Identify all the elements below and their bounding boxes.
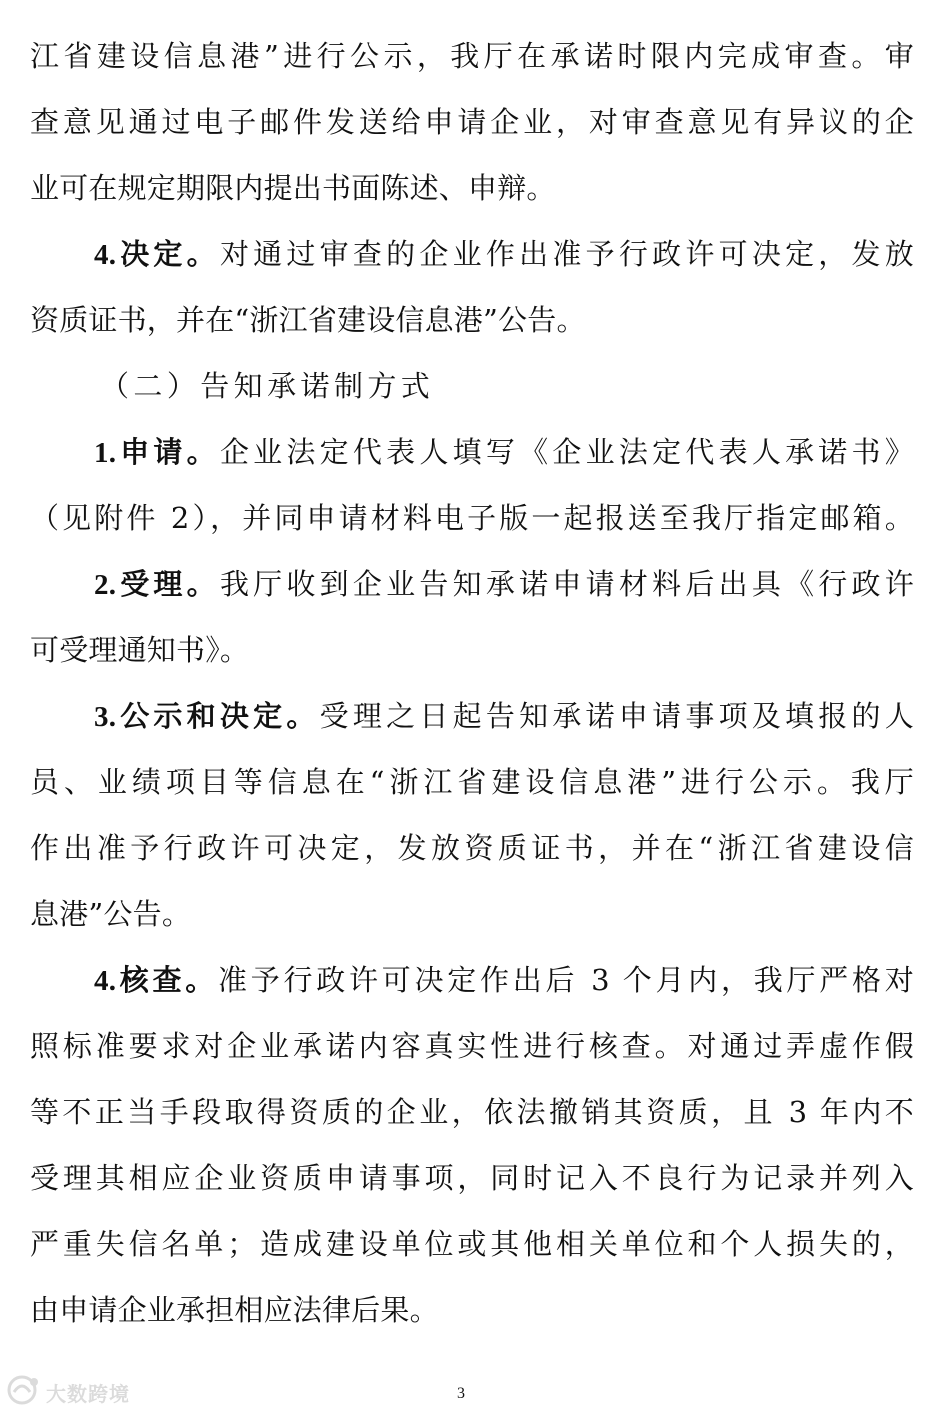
paragraph-line <box>30 815 914 881</box>
paragraph-line <box>30 1079 914 1145</box>
paragraph-line <box>94 419 914 485</box>
line-text: 息港”公告。 <box>30 897 192 931</box>
item-heading: 4.决定。 <box>94 239 220 271</box>
paragraph-line <box>94 221 914 287</box>
item-heading: 4.核查。 <box>94 965 218 997</box>
paragraph-line <box>30 485 914 551</box>
paragraph-line <box>94 947 914 1013</box>
line-text: 企业法定代表人填写《企业法定代表人承诺书》 <box>219 435 914 469</box>
paragraph-line <box>30 1277 914 1343</box>
line-text: 员、业绩项目等信息在“浙江省建设信息港”进行公示。我厅 <box>30 765 914 799</box>
section-heading <box>100 353 430 419</box>
line-text: 资质证书，并在“浙江省建设信息港”公告。 <box>30 303 586 337</box>
paragraph-line <box>30 1013 914 1079</box>
paragraph-line <box>94 551 914 617</box>
paragraph-line <box>30 23 914 89</box>
watermark-logo <box>4 1372 134 1408</box>
line-text: 作出准予行政许可决定，发放资质证书，并在“浙江省建设信 <box>30 831 914 865</box>
paragraph-line <box>30 155 914 221</box>
paragraph-line <box>30 1145 914 1211</box>
paragraph-line <box>30 881 914 947</box>
line-text: 江省建设信息港”进行公示，我厅在承诺时限内完成审查。审 <box>30 39 914 73</box>
page-number: 3 <box>457 1385 465 1402</box>
paragraph-line <box>30 287 914 353</box>
line-text: 由申请企业承担相应法律后果。 <box>30 1293 439 1327</box>
item-heading: 3.公示和决定。 <box>94 701 320 733</box>
line-text: 业可在规定期限内提出书面陈述、申辩。 <box>30 171 556 205</box>
item-heading: 2.受理。 <box>94 569 220 601</box>
section-heading-text: （二）告知承诺制方式 <box>100 369 430 403</box>
line-text: 受理之日起告知承诺申请事项及填报的人 <box>319 699 914 733</box>
line-text: 可受理通知书》。 <box>30 633 250 667</box>
line-text: （见附件 2），并同申请材料电子版一起报送至我厅指定邮箱。 <box>30 501 914 535</box>
line-text: 对通过审查的企业作出准予行政许可决定，发放 <box>219 237 914 271</box>
paragraph-line <box>30 749 914 815</box>
line-text: 照标准要求对企业承诺内容真实性进行核查。对通过弄虚作假 <box>30 1029 914 1063</box>
watermark-icon <box>4 1372 44 1408</box>
line-text: 准予行政许可决定作出后 3 个月内，我厅严格对 <box>217 963 914 997</box>
line-text: 受理其相应企业资质申请事项，同时记入不良行为记录并列入 <box>30 1161 914 1195</box>
watermark-text: 大数跨境 <box>46 1382 130 1406</box>
line-text: 我厅收到企业告知承诺申请材料后出具《行政许 <box>219 567 914 601</box>
paragraph-line <box>30 617 914 683</box>
line-text: 等不正当手段取得资质的企业，依法撤销其资质，且 3 年内不 <box>30 1095 914 1129</box>
line-text: 严重失信名单；造成建设单位或其他相关单位和个人损失的， <box>30 1227 914 1261</box>
paragraph-line <box>30 1211 914 1277</box>
item-heading: 1.申请。 <box>94 437 220 469</box>
line-text: 查意见通过电子邮件发送给申请企业，对审查意见有异议的企 <box>30 105 914 139</box>
paragraph-line <box>94 683 914 749</box>
paragraph-line <box>30 89 914 155</box>
